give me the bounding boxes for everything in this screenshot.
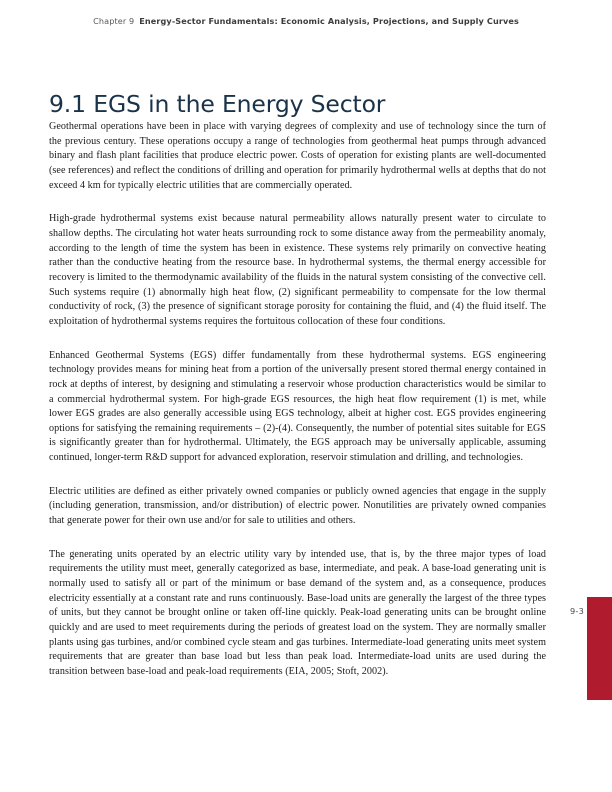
running-header-chapter-title: Energy-Sector Fundamentals: Economic Analysis, Projections, and Supply Curves xyxy=(139,16,519,26)
page-number: 9-3 xyxy=(570,606,584,616)
running-header-chapter-label: Chapter 9 xyxy=(93,16,135,26)
paragraph: Enhanced Geothermal Systems (EGS) differ fundamentally from these hydrothermal systems. EGS engineering technology provides means for mining heat from a portion of the universally present stored thermal energy contained in rock at depths of interest, by designing and stimulating a reservoir whose production characteristics would be similar to a commercial hydrothermal system. For high-grade EGS resources, the high heat flow requirement (1) is met, while lower EGS grades are also generally accessible using EGS technology, albeit at higher cost. EGS provides engineering options for satisfying the remaining requirements – (2)-(4). Consequently, the number of potential sites suitable for EGS is significantly greater than for hydrothermal. Ultimately, the EGS approach may be universally applicable, assuming continued, longer-term R&D support for advanced exploration, reservoir stimulation and drilling, and technologies. xyxy=(49,349,546,464)
section-title: 9.1 EGS in the Energy Sector xyxy=(49,89,386,118)
chapter-edge-tab xyxy=(587,597,612,700)
running-header xyxy=(0,16,612,26)
paragraph: The generating units operated by an electric utility vary by intended use, that is, by the three major types of load requirements the utility must meet, generally categorized as base, intermediate, and peak. A base-load generating unit is normally used to satisfy all or part of the minimum or base demand of the system and, as a consequence, produces electricity essentially at a constant rate and runs continuously. Base-load units are generally the largest of the three types of units, but they cannot be brought online or taken off-line quickly. Peak-load generating units can be brought online quickly and are used to meet requirements during the periods of greatest load on the system. They are normally smaller plants using gas turbines, and/or combined cycle steam and gas turbines. Intermediate-load generating units meet system requirements that are greater than base load but less than peak load. Intermediate-load units are used during the transition between base-load and peak-load requirements (EIA, 2005; Stoft, 2002). xyxy=(49,548,546,677)
paragraph: Electric utilities are defined as either privately owned companies or publicly owned agencies that engage in the supply (including generation, transmission, and/or distribution) of electric power. Nonutilities are privately owned companies that generate power for their own use and/or for sale to utilities and others. xyxy=(49,485,546,527)
paragraph: High-grade hydrothermal systems exist because natural permeability allows naturally present water to circulate to shallow depths. The circulating hot water heats surrounding rock to some distance away from the permeability anomaly, according to the length of time the system has been in existence. These systems rely primarily on convective heating rather than the conductive heating from the resource base. In hydrothermal systems, the thermal energy accessible for recovery is limited to the thermodynamic availability of the fluids in the natural system consisting of the convective cell. Such systems require (1) abnormally high heat flow, (2) significant permeability to compensate for the low thermal conductivity of rock, (3) the presence of significant storage porosity for containing the fluid, and (4) the fluid itself. The exploitation of hydrothermal systems requires the fortuitous collocation of these four conditions. xyxy=(49,213,546,327)
paragraph: Geothermal operations have been in place with varying degrees of complexity and use of technology since the turn of the previous century. These operations occupy a range of technologies from geothermal heat pumps through advanced binary and flash plant facilities that produce electric power. Costs of operation for existing plants are well-documented (see references) and reflect the conditions of drilling and operation for primarily hydrothermal wells at depths that do not exceed 4 km for typically electric utilities that are commercially operated. xyxy=(49,121,546,191)
body-text-column xyxy=(49,120,546,680)
